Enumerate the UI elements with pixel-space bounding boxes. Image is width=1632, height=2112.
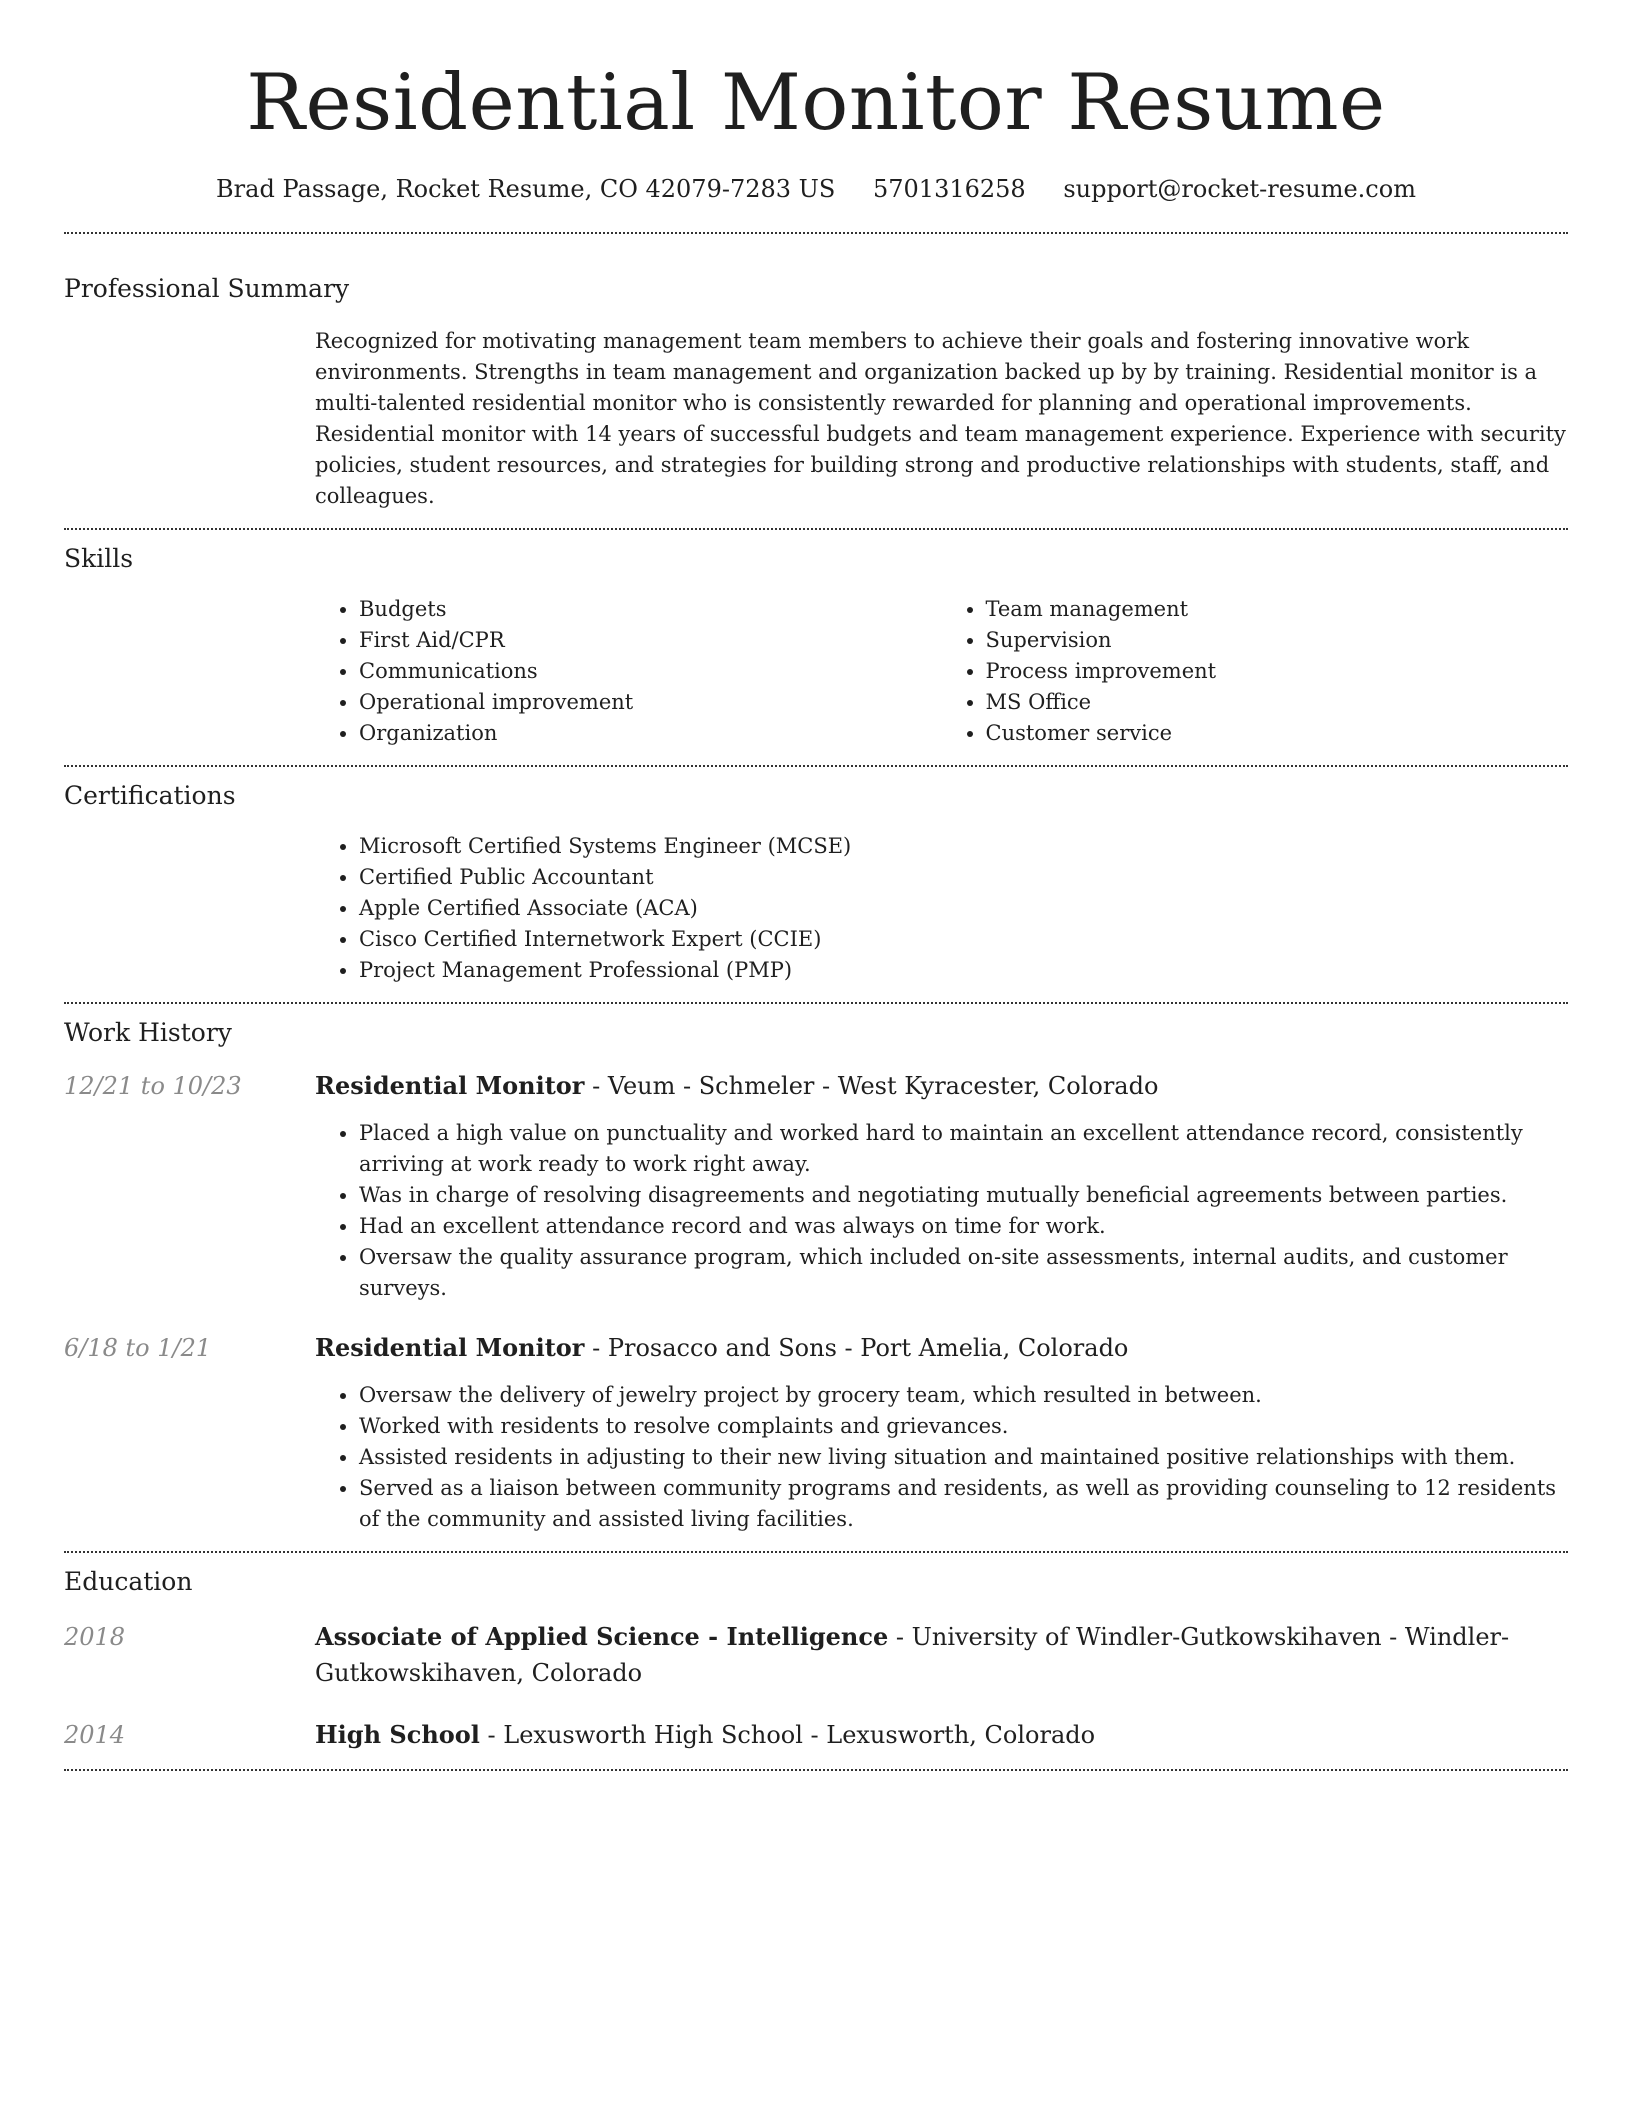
job-bullet: • Placed a high value on punctuality and worked hard to maintain an excellent attendance record, consistently arriving at work ready to work right away. [359, 1118, 1568, 1180]
education-entry [64, 1717, 1568, 1753]
skill-item: • Communications [359, 656, 942, 687]
job-title-line [315, 1068, 1568, 1104]
certifications-section [64, 767, 1568, 1002]
education-entry [64, 1619, 1568, 1691]
job-bullet: • Worked with residents to resolve complaints and grievances. [359, 1411, 1568, 1442]
job-bullet: • Oversaw the delivery of jewelry project by grocery team, which resulted in between. [359, 1380, 1568, 1411]
job-role: Residential Monitor [315, 1071, 585, 1100]
certification-item: • Certified Public Accountant [359, 862, 1568, 893]
job-role: Residential Monitor [315, 1333, 585, 1362]
job-bullets [315, 1380, 1568, 1535]
skills-section [64, 530, 1568, 765]
certification-item: • Microsoft Certified Systems Engineer (MCSE) [359, 831, 1568, 862]
skills-list-right [942, 594, 1569, 749]
job-bullet: • Assisted residents in adjusting to their new living situation and maintained positive relationships with them. [359, 1442, 1568, 1473]
job-body [315, 1330, 1568, 1535]
education-section [64, 1553, 1568, 1769]
skills-list-left [315, 594, 942, 749]
job-title-line [315, 1330, 1568, 1366]
contact-phone: 5701316258 [872, 175, 1026, 203]
education-date: 2018 [64, 1623, 126, 1651]
job-date: 12/21 to 10/23 [64, 1072, 242, 1100]
job-bullets [315, 1118, 1568, 1304]
certification-item: • Project Management Professional (PMP) [359, 955, 1568, 986]
skill-item: • First Aid/CPR [359, 625, 942, 656]
skill-item: • Process improvement [986, 656, 1569, 687]
contact-address: Brad Passage, Rocket Resume, CO 42079-7283 US [216, 175, 836, 203]
education-title-line [315, 1717, 1568, 1753]
education-school: - University of Windler-Gutkowskihaven - Windler-Gutkowskihaven, Colorado [315, 1623, 1510, 1687]
skills-heading: Skills [64, 544, 134, 573]
summary-section [64, 234, 1568, 528]
certification-item: • Cisco Certified Internetwork Expert (CCIE) [359, 924, 1568, 955]
summary-text: Recognized for motivating management team members to achieve their goals and fostering innovative work environments. Strengths in team management and organization backed up by by training. Residential monitor is a multi-talented residential monitor who is consistently rewarded for planning and operational improvements. Residential monitor with 14 years of successful budgets and team management experience. Experience with security policies, student resources, and strategies for building strong and productive relationships with students, staff, and colleagues. [315, 329, 1566, 508]
education-heading: Education [64, 1567, 193, 1596]
resume-title: Residential Monitor Resume [246, 58, 1386, 148]
summary-heading: Professional Summary [64, 274, 350, 303]
certifications-content [315, 831, 1568, 986]
skill-item: • Team management [986, 594, 1569, 625]
work-history-section [64, 1004, 1568, 1551]
job-bullet: • Oversaw the quality assurance program, which included on-site assessments, internal audits, and customer surveys. [359, 1242, 1568, 1304]
job-entry [64, 1068, 1568, 1304]
job-company: - Veum - Schmeler - West Kyracester, Colorado [584, 1072, 1159, 1100]
work-history-heading: Work History [64, 1018, 232, 1047]
job-bullet: • Was in charge of resolving disagreements and negotiating mutually beneficial agreements between parties. [359, 1180, 1568, 1211]
skill-item: • Budgets [359, 594, 942, 625]
job-body [315, 1068, 1568, 1304]
skills-columns [315, 594, 1568, 749]
skill-item: • Customer service [986, 718, 1569, 749]
education-school: - Lexusworth High School - Lexusworth, Colorado [479, 1721, 1096, 1749]
certifications-heading: Certifications [64, 781, 236, 810]
contact-email: support@rocket-resume.com [1063, 175, 1416, 203]
divider [64, 1769, 1568, 1771]
skill-item: • MS Office [986, 687, 1569, 718]
certification-item: • Apple Certified Associate (ACA) [359, 893, 1568, 924]
education-date: 2014 [64, 1721, 126, 1749]
skill-item: • Operational improvement [359, 687, 942, 718]
education-degree: High School [315, 1720, 480, 1749]
education-degree: Associate of Applied Science - Intelligence [315, 1622, 889, 1651]
skill-item: • Organization [359, 718, 942, 749]
job-bullet: • Served as a liaison between community programs and residents, as well as providing counseling to 12 residents of the community and assisted living facilities. [359, 1473, 1568, 1535]
certifications-list [315, 831, 1568, 986]
job-bullet: • Had an excellent attendance record and was always on time for work. [359, 1211, 1568, 1242]
job-date: 6/18 to 1/21 [64, 1334, 212, 1362]
job-company: - Prosacco and Sons - Port Amelia, Colorado [584, 1334, 1129, 1362]
contact-line [64, 172, 1568, 206]
skill-item: • Supervision [986, 625, 1569, 656]
job-entry [64, 1330, 1568, 1535]
education-title-line [315, 1619, 1568, 1691]
